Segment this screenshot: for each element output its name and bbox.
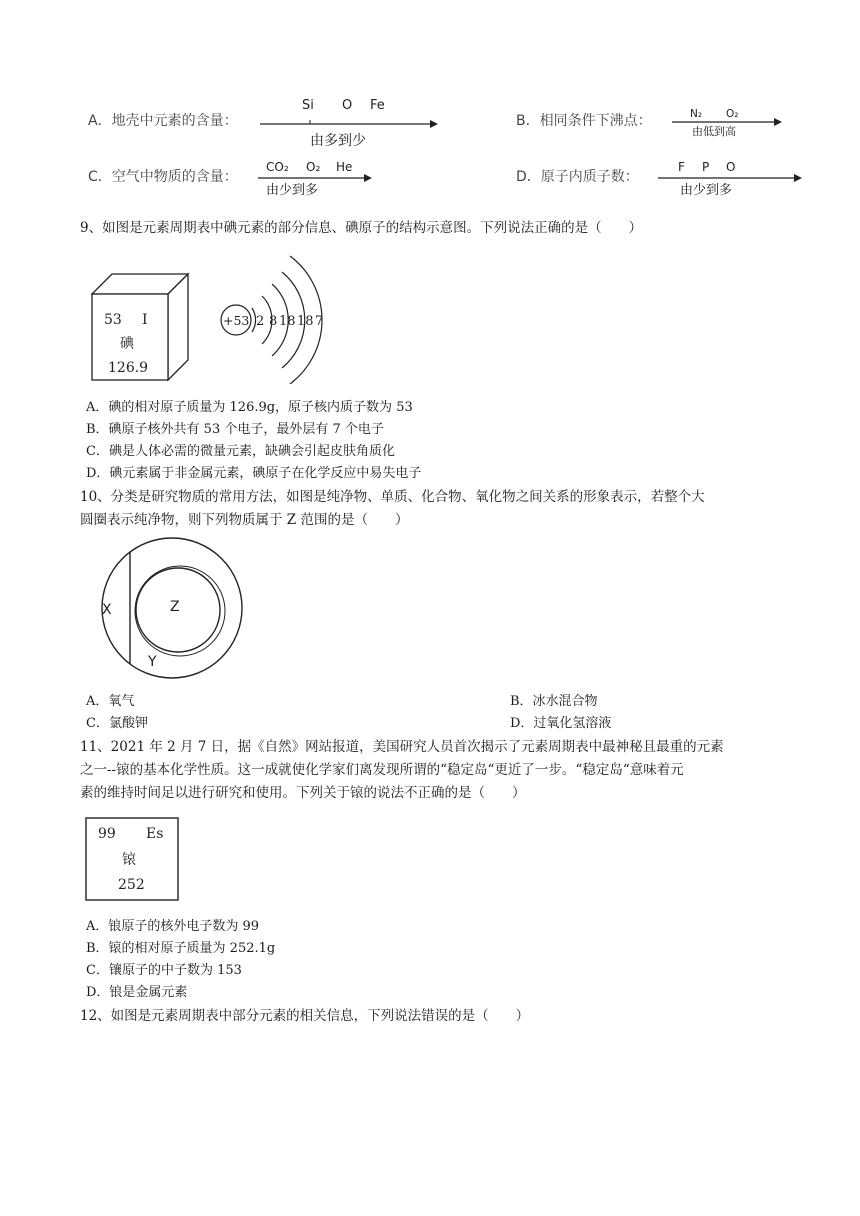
iodine-atomic-number: 53 bbox=[104, 312, 122, 328]
q8-b-top-1: O₂ bbox=[726, 108, 739, 120]
iodine-name: 碘 bbox=[120, 336, 134, 352]
q8-c-top-1: O₂ bbox=[306, 160, 321, 174]
q11-stem-line2: 之一--锿的基本化学性质。这一成就使化学家们离发现所谓的“稳定岛“更近了一步。“稳定岛“意味着元 bbox=[80, 762, 684, 778]
q9-option-d[interactable]: D．碘元素属于非金属元素，碘原子在化学反应中易失电子 bbox=[86, 466, 422, 481]
q8-option-a-arrow bbox=[250, 94, 440, 150]
q11-stem-line1: 11、2021 年 2 月 7 日，据《自然》网站报道，美国研究人员首次揭示了元素周期表中最神秘且最重的元素 bbox=[80, 739, 724, 755]
iodine-symbol: I bbox=[142, 312, 148, 328]
q8-b-bottom: 由低到高 bbox=[692, 125, 736, 138]
einsteinium-symbol: Es bbox=[146, 826, 164, 842]
q8-option-d-arrow bbox=[654, 156, 804, 198]
q12-stem: 12、如图是元素周期表中部分元素的相关信息，下列说法错误的是（ ） bbox=[80, 1008, 530, 1024]
q9-option-a[interactable]: A．碘的相对原子质量为 126.9g，原子核内质子数为 53 bbox=[86, 400, 413, 415]
shell-3-electrons: 18 bbox=[279, 314, 296, 329]
q10-stem-line1: 10、分类是研究物质的常用方法，如图是纯净物、单质、化合物、氧化物之间关系的形象表示，若整个大 bbox=[80, 489, 705, 505]
q8-a-top-1: O bbox=[342, 98, 353, 113]
q8-d-top-0: F bbox=[678, 160, 685, 174]
q11-stem-line3: 素的维持时间足以进行研究和使用。下列关于锿的说法不正确的是（ ） bbox=[80, 785, 526, 801]
q8-d-top-1: P bbox=[702, 160, 710, 174]
q11-option-b[interactable]: B．锿的相对原子质量为 252.1g bbox=[86, 941, 276, 956]
q9-option-b[interactable]: B．碘原子核外共有 53 个电子，最外层有 7 个电子 bbox=[86, 422, 384, 437]
q11-option-c[interactable]: C．镶原子的中子数为 153 bbox=[86, 963, 242, 978]
q8-option-d-label: D．原子内质子数： bbox=[516, 169, 639, 185]
q11-option-d[interactable]: D．锒是金属元素 bbox=[86, 985, 188, 1000]
label-z: Z bbox=[170, 599, 180, 615]
label-x: X bbox=[102, 602, 112, 618]
q9-option-c[interactable]: C．碘是人体必需的微量元素，缺碘会引起皮肤角质化 bbox=[86, 444, 395, 459]
iodine-atom-structure bbox=[221, 256, 323, 384]
q11-option-a[interactable]: A．锒原子的核外电子数为 99 bbox=[86, 919, 260, 934]
q10-option-c[interactable]: C．氯酸钾 bbox=[86, 716, 148, 731]
q8-option-c-arrow bbox=[254, 156, 374, 198]
einsteinium-atomic-number: 99 bbox=[98, 826, 116, 842]
q10-stem-line2: 圆圈表示纯净物，则下列物质属于 Z 范围的是（ ） bbox=[80, 512, 409, 528]
q8-c-bottom: 由少到多 bbox=[266, 183, 319, 198]
q8-c-top-0: CO₂ bbox=[266, 160, 289, 174]
shell-4-electrons: 18 bbox=[297, 314, 314, 329]
q8-d-top-2: O bbox=[726, 160, 736, 174]
q10-option-a[interactable]: A．氧气 bbox=[86, 694, 135, 709]
q8-a-top-2: Fe bbox=[370, 98, 385, 113]
iodine-atomic-mass: 126.9 bbox=[108, 360, 149, 376]
shell-5-electrons: 7 bbox=[315, 314, 324, 329]
q9-figure bbox=[86, 248, 336, 384]
nucleus-charge: +53 bbox=[223, 313, 250, 328]
q8-a-top-0: Si bbox=[302, 98, 314, 113]
q8-option-c-label: C．空气中物质的含量： bbox=[88, 169, 238, 185]
q8-a-bottom: 由多到少 bbox=[310, 133, 366, 149]
einsteinium-atomic-mass: 252 bbox=[118, 877, 145, 893]
q8-b-top-0: N₂ bbox=[690, 108, 703, 120]
einsteinium-element-cell bbox=[84, 816, 184, 904]
q10-option-d[interactable]: D．过氧化氢溶液 bbox=[510, 716, 612, 731]
q10-venn-diagram bbox=[84, 536, 264, 684]
q8-c-top-2: He bbox=[336, 160, 353, 174]
q8-option-a-label: A．地壳中元素的含量： bbox=[88, 113, 238, 129]
q8-d-bottom: 由少到多 bbox=[680, 183, 733, 198]
q10-option-b[interactable]: B．冰水混合物 bbox=[510, 694, 598, 709]
label-y: Y bbox=[148, 654, 157, 670]
q8-option-b-arrow bbox=[668, 104, 784, 138]
shell-2-electrons: 8 bbox=[269, 314, 278, 329]
iodine-element-cell bbox=[92, 274, 188, 380]
shell-1-electrons: 2 bbox=[256, 314, 265, 329]
inner-y-circle bbox=[135, 566, 225, 656]
q8-option-b-label: B．相同条件下沸点： bbox=[516, 113, 652, 129]
einsteinium-name: 锿 bbox=[122, 852, 136, 868]
q9-stem: 9、如图是元素周期表中碘元素的部分信息、碘原子的结构示意图。下列说法正确的是（ ） bbox=[80, 220, 643, 236]
